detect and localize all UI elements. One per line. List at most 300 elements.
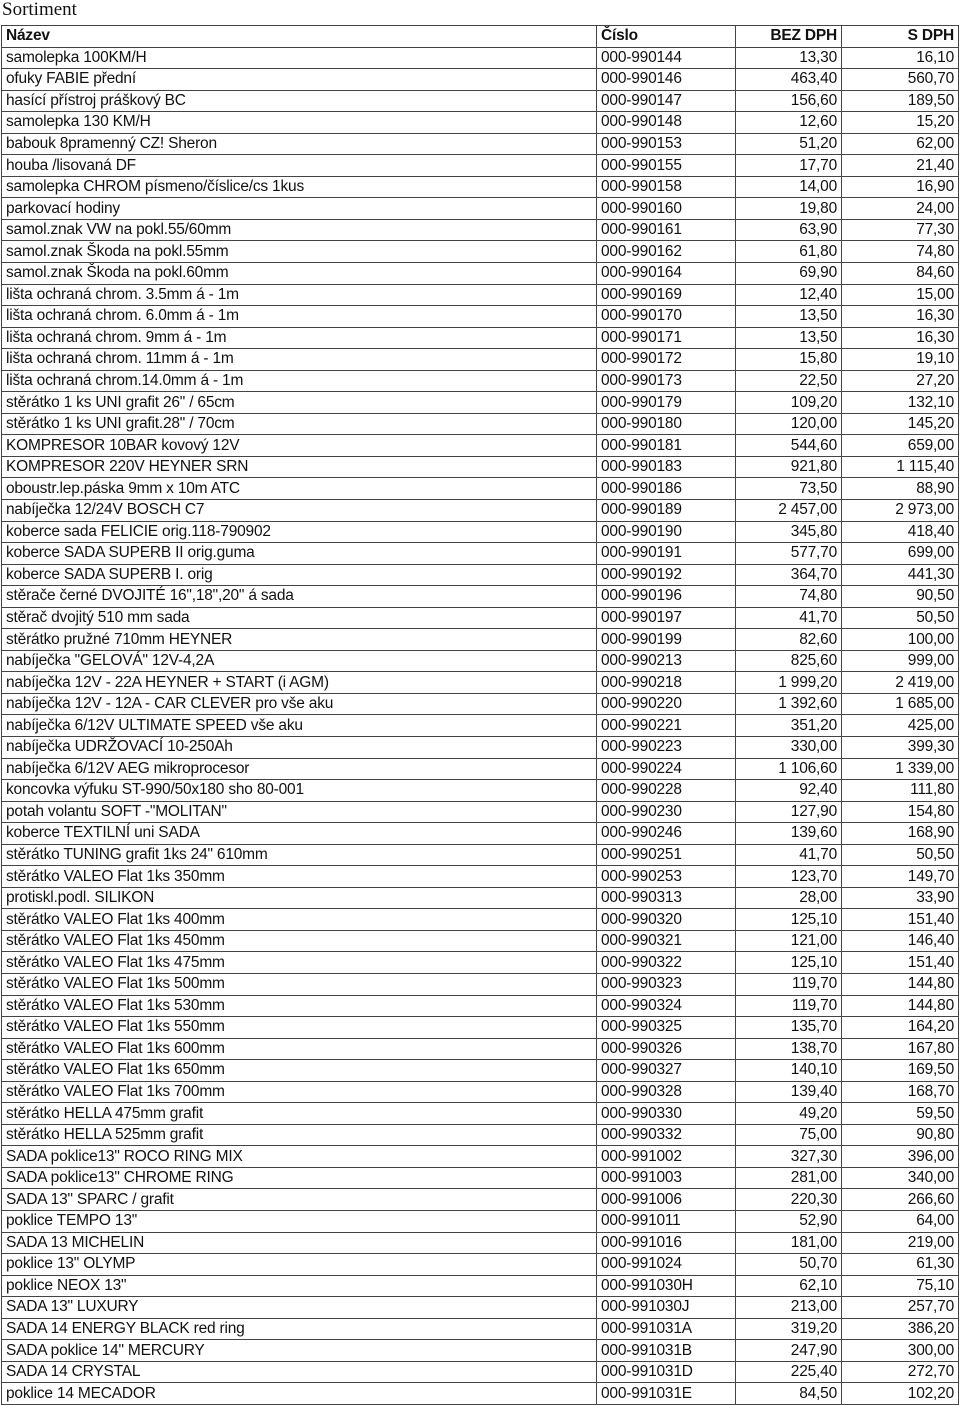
- table-row: [2, 1211, 959, 1233]
- cell-code: 000-990324: [597, 995, 736, 1017]
- table-row: [2, 499, 959, 521]
- cell-gross-price: 132,10: [842, 392, 959, 414]
- cell-name: stěrátko VALEO Flat 1ks 650mm: [2, 1060, 597, 1082]
- cell-gross-price: 16,90: [842, 176, 959, 198]
- cell-code: 000-990161: [597, 219, 736, 241]
- cell-name: nabíječka UDRŽOVACÍ 10-250Ah: [2, 737, 597, 759]
- cell-gross-price: 50,50: [842, 607, 959, 629]
- cell-net-price: 281,00: [736, 1167, 842, 1189]
- cell-net-price: 125,10: [736, 909, 842, 931]
- cell-gross-price: 111,80: [842, 780, 959, 802]
- table-row: [2, 801, 959, 823]
- cell-code: 000-991002: [597, 1146, 736, 1168]
- cell-gross-price: 560,70: [842, 69, 959, 91]
- table-row: [2, 650, 959, 672]
- page-title: Sortiment: [2, 0, 77, 20]
- cell-gross-price: 21,40: [842, 155, 959, 177]
- cell-code: 000-990144: [597, 47, 736, 69]
- cell-code: 000-991031D: [597, 1361, 736, 1383]
- cell-gross-price: 272,70: [842, 1361, 959, 1383]
- cell-gross-price: 257,70: [842, 1297, 959, 1319]
- cell-net-price: 345,80: [736, 521, 842, 543]
- table-row: [2, 1017, 959, 1039]
- cell-gross-price: 75,10: [842, 1275, 959, 1297]
- cell-net-price: 41,70: [736, 607, 842, 629]
- cell-gross-price: 84,60: [842, 262, 959, 284]
- cell-net-price: 156,60: [736, 90, 842, 112]
- table-row: [2, 586, 959, 608]
- cell-gross-price: 168,70: [842, 1081, 959, 1103]
- cell-gross-price: 33,90: [842, 887, 959, 909]
- table-row: [2, 930, 959, 952]
- cell-net-price: 463,40: [736, 69, 842, 91]
- cell-gross-price: 74,80: [842, 241, 959, 263]
- cell-gross-price: 90,50: [842, 586, 959, 608]
- cell-net-price: 181,00: [736, 1232, 842, 1254]
- cell-gross-price: 168,90: [842, 823, 959, 845]
- table-body: [2, 47, 959, 1404]
- cell-name: nabíječka 12/24V BOSCH C7: [2, 499, 597, 521]
- cell-net-price: 82,60: [736, 629, 842, 651]
- table-row: [2, 176, 959, 198]
- cell-gross-price: 396,00: [842, 1146, 959, 1168]
- cell-code: 000-990320: [597, 909, 736, 931]
- header-name: Název: [2, 26, 597, 48]
- cell-gross-price: 399,30: [842, 737, 959, 759]
- cell-code: 000-991024: [597, 1254, 736, 1276]
- cell-code: 000-990181: [597, 435, 736, 457]
- cell-name: stěrátko VALEO Flat 1ks 475mm: [2, 952, 597, 974]
- cell-gross-price: 77,30: [842, 219, 959, 241]
- cell-code: 000-990191: [597, 543, 736, 565]
- cell-code: 000-990171: [597, 327, 736, 349]
- table-header-row: [2, 26, 959, 48]
- cell-code: 000-990147: [597, 90, 736, 112]
- cell-gross-price: 27,20: [842, 370, 959, 392]
- table-row: [2, 47, 959, 69]
- cell-net-price: 92,40: [736, 780, 842, 802]
- cell-net-price: 140,10: [736, 1060, 842, 1082]
- cell-code: 000-990160: [597, 198, 736, 220]
- cell-gross-price: 50,50: [842, 844, 959, 866]
- cell-code: 000-990172: [597, 349, 736, 371]
- cell-gross-price: 146,40: [842, 930, 959, 952]
- cell-net-price: 225,40: [736, 1361, 842, 1383]
- cell-net-price: 75,00: [736, 1124, 842, 1146]
- table-row: [2, 887, 959, 909]
- cell-name: koberce sada FELICIE orig.118-790902: [2, 521, 597, 543]
- cell-code: 000-990224: [597, 758, 736, 780]
- cell-gross-price: 16,10: [842, 47, 959, 69]
- cell-net-price: 577,70: [736, 543, 842, 565]
- cell-gross-price: 219,00: [842, 1232, 959, 1254]
- cell-gross-price: 167,80: [842, 1038, 959, 1060]
- table-row: [2, 758, 959, 780]
- cell-net-price: 51,20: [736, 133, 842, 155]
- cell-code: 000-990322: [597, 952, 736, 974]
- table-row: [2, 1232, 959, 1254]
- product-table: [1, 25, 959, 1405]
- cell-name: hasící přístroj práškový BC: [2, 90, 597, 112]
- cell-name: SADA 13" LUXURY: [2, 1297, 597, 1319]
- cell-code: 000-991031A: [597, 1318, 736, 1340]
- cell-gross-price: 300,00: [842, 1340, 959, 1362]
- cell-net-price: 544,60: [736, 435, 842, 457]
- table-row: [2, 327, 959, 349]
- table-row: [2, 413, 959, 435]
- cell-name: SADA 14 CRYSTAL: [2, 1361, 597, 1383]
- cell-name: stěrátko VALEO Flat 1ks 550mm: [2, 1017, 597, 1039]
- cell-gross-price: 100,00: [842, 629, 959, 651]
- table-row: [2, 392, 959, 414]
- cell-name: stěrátko VALEO Flat 1ks 400mm: [2, 909, 597, 931]
- table-row: [2, 112, 959, 134]
- cell-code: 000-990326: [597, 1038, 736, 1060]
- cell-net-price: 84,50: [736, 1383, 842, 1405]
- cell-net-price: 125,10: [736, 952, 842, 974]
- cell-code: 000-990155: [597, 155, 736, 177]
- cell-code: 000-990164: [597, 262, 736, 284]
- cell-name: stěrače černé DVOJITÉ 16",18",20" á sada: [2, 586, 597, 608]
- cell-net-price: 74,80: [736, 586, 842, 608]
- cell-name: SADA 13 MICHELIN: [2, 1232, 597, 1254]
- cell-net-price: 17,70: [736, 155, 842, 177]
- cell-code: 000-990183: [597, 456, 736, 478]
- cell-code: 000-990153: [597, 133, 736, 155]
- cell-name: koncovka výfuku ST-990/50x180 sho 80-001: [2, 780, 597, 802]
- table-row: [2, 909, 959, 931]
- table-row: [2, 1189, 959, 1211]
- cell-net-price: 119,70: [736, 995, 842, 1017]
- cell-name: nabíječka 12V - 12A - CAR CLEVER pro vše aku: [2, 693, 597, 715]
- cell-name: SADA 14 ENERGY BLACK red ring: [2, 1318, 597, 1340]
- table-row: [2, 1146, 959, 1168]
- cell-net-price: 69,90: [736, 262, 842, 284]
- cell-net-price: 120,00: [736, 413, 842, 435]
- cell-name: koberce TEXTILNÍ uni SADA: [2, 823, 597, 845]
- cell-code: 000-991016: [597, 1232, 736, 1254]
- table-row: [2, 198, 959, 220]
- table-row: [2, 780, 959, 802]
- cell-gross-price: 999,00: [842, 650, 959, 672]
- cell-name: samolepka 130 KM/H: [2, 112, 597, 134]
- header-code: Číslo: [597, 26, 736, 48]
- cell-name: stěrátko VALEO Flat 1ks 700mm: [2, 1081, 597, 1103]
- cell-name: koberce SADA SUPERB I. orig: [2, 564, 597, 586]
- cell-net-price: 73,50: [736, 478, 842, 500]
- table-row: [2, 715, 959, 737]
- cell-code: 000-990173: [597, 370, 736, 392]
- table-row: [2, 866, 959, 888]
- cell-gross-price: 1 685,00: [842, 693, 959, 715]
- cell-name: parkovací hodiny: [2, 198, 597, 220]
- table-row: [2, 155, 959, 177]
- cell-net-price: 119,70: [736, 974, 842, 996]
- cell-net-price: 139,60: [736, 823, 842, 845]
- cell-name: SADA poklice 14" MERCURY: [2, 1340, 597, 1362]
- table-row: [2, 1275, 959, 1297]
- cell-gross-price: 144,80: [842, 995, 959, 1017]
- cell-gross-price: 164,20: [842, 1017, 959, 1039]
- cell-code: 000-991031B: [597, 1340, 736, 1362]
- cell-code: 000-990196: [597, 586, 736, 608]
- cell-net-price: 41,70: [736, 844, 842, 866]
- cell-code: 000-990158: [597, 176, 736, 198]
- table-row: [2, 1167, 959, 1189]
- table-row: [2, 1038, 959, 1060]
- cell-name: nabíječka 6/12V AEG mikroprocesor: [2, 758, 597, 780]
- table-row: [2, 219, 959, 241]
- cell-code: 000-990170: [597, 306, 736, 328]
- cell-code: 000-990246: [597, 823, 736, 845]
- header-net-price: BEZ DPH: [736, 26, 842, 48]
- table-row: [2, 952, 959, 974]
- table-row: [2, 435, 959, 457]
- cell-code: 000-990251: [597, 844, 736, 866]
- cell-net-price: 319,20: [736, 1318, 842, 1340]
- cell-gross-price: 90,80: [842, 1124, 959, 1146]
- table-row: [2, 262, 959, 284]
- cell-net-price: 135,70: [736, 1017, 842, 1039]
- cell-gross-price: 24,00: [842, 198, 959, 220]
- cell-gross-price: 59,50: [842, 1103, 959, 1125]
- cell-gross-price: 62,00: [842, 133, 959, 155]
- cell-code: 000-990192: [597, 564, 736, 586]
- cell-code: 000-991011: [597, 1211, 736, 1233]
- cell-name: KOMPRESOR 220V HEYNER SRN: [2, 456, 597, 478]
- cell-name: lišta ochraná chrom. 11mm á - 1m: [2, 349, 597, 371]
- cell-code: 000-990199: [597, 629, 736, 651]
- cell-gross-price: 425,00: [842, 715, 959, 737]
- cell-gross-price: 154,80: [842, 801, 959, 823]
- cell-name: lišta ochraná chrom. 9mm á - 1m: [2, 327, 597, 349]
- table-row: [2, 737, 959, 759]
- table-row: [2, 543, 959, 565]
- cell-code: 000-991006: [597, 1189, 736, 1211]
- table-row: [2, 90, 959, 112]
- cell-code: 000-991003: [597, 1167, 736, 1189]
- cell-code: 000-990213: [597, 650, 736, 672]
- cell-name: poklice NEOX 13": [2, 1275, 597, 1297]
- cell-net-price: 127,90: [736, 801, 842, 823]
- cell-gross-price: 64,00: [842, 1211, 959, 1233]
- cell-name: poklice TEMPO 13": [2, 1211, 597, 1233]
- cell-code: 000-990325: [597, 1017, 736, 1039]
- cell-name: stěrátko VALEO Flat 1ks 350mm: [2, 866, 597, 888]
- cell-code: 000-990230: [597, 801, 736, 823]
- cell-code: 000-990162: [597, 241, 736, 263]
- cell-gross-price: 386,20: [842, 1318, 959, 1340]
- cell-name: stěrátko HELLA 475mm grafit: [2, 1103, 597, 1125]
- cell-gross-price: 659,00: [842, 435, 959, 457]
- cell-code: 000-990253: [597, 866, 736, 888]
- cell-gross-price: 151,40: [842, 952, 959, 974]
- cell-net-price: 825,60: [736, 650, 842, 672]
- cell-name: lišta ochraná chrom.14.0mm á - 1m: [2, 370, 597, 392]
- cell-code: 000-991030H: [597, 1275, 736, 1297]
- cell-name: stěrátko HELLA 525mm grafit: [2, 1124, 597, 1146]
- cell-gross-price: 2 973,00: [842, 499, 959, 521]
- table-row: [2, 629, 959, 651]
- cell-net-price: 330,00: [736, 737, 842, 759]
- cell-gross-price: 15,00: [842, 284, 959, 306]
- cell-code: 000-990197: [597, 607, 736, 629]
- cell-name: oboustr.lep.páska 9mm x 10m ATC: [2, 478, 597, 500]
- cell-name: stěrátko TUNING grafit 1ks 24" 610mm: [2, 844, 597, 866]
- cell-name: potah volantu SOFT -"MOLITAN": [2, 801, 597, 823]
- cell-gross-price: 102,20: [842, 1383, 959, 1405]
- cell-gross-price: 699,00: [842, 543, 959, 565]
- cell-net-price: 121,00: [736, 930, 842, 952]
- cell-name: houba /lisovaná DF: [2, 155, 597, 177]
- table-row: [2, 1318, 959, 1340]
- cell-code: 000-990189: [597, 499, 736, 521]
- cell-name: stěrátko 1 ks UNI grafit.28" / 70cm: [2, 413, 597, 435]
- cell-net-price: 49,20: [736, 1103, 842, 1125]
- cell-net-price: 63,90: [736, 219, 842, 241]
- cell-net-price: 1 999,20: [736, 672, 842, 694]
- cell-net-price: 52,90: [736, 1211, 842, 1233]
- table-row: [2, 284, 959, 306]
- cell-net-price: 2 457,00: [736, 499, 842, 521]
- cell-net-price: 138,70: [736, 1038, 842, 1060]
- cell-gross-price: 61,30: [842, 1254, 959, 1276]
- table-row: [2, 478, 959, 500]
- cell-name: samol.znak VW na pokl.55/60mm: [2, 219, 597, 241]
- table-row: [2, 370, 959, 392]
- cell-gross-price: 151,40: [842, 909, 959, 931]
- cell-code: 000-990332: [597, 1124, 736, 1146]
- table-row: [2, 1103, 959, 1125]
- cell-name: stěrač dvojitý 510 mm sada: [2, 607, 597, 629]
- cell-net-price: 139,40: [736, 1081, 842, 1103]
- cell-name: samolepka CHROM písmeno/číslice/cs 1kus: [2, 176, 597, 198]
- cell-net-price: 13,30: [736, 47, 842, 69]
- cell-code: 000-990186: [597, 478, 736, 500]
- cell-gross-price: 418,40: [842, 521, 959, 543]
- table-row: [2, 607, 959, 629]
- cell-name: nabíječka 6/12V ULTIMATE SPEED vše aku: [2, 715, 597, 737]
- cell-name: ofuky FABIE přední: [2, 69, 597, 91]
- cell-name: stěrátko 1 ks UNI grafit 26" / 65cm: [2, 392, 597, 414]
- cell-name: lišta ochraná chrom. 6.0mm á - 1m: [2, 306, 597, 328]
- cell-name: KOMPRESOR 10BAR kovový 12V: [2, 435, 597, 457]
- cell-gross-price: 16,30: [842, 306, 959, 328]
- cell-net-price: 14,00: [736, 176, 842, 198]
- cell-net-price: 61,80: [736, 241, 842, 263]
- cell-name: protiskl.podl. SILIKON: [2, 887, 597, 909]
- cell-gross-price: 2 419,00: [842, 672, 959, 694]
- cell-code: 000-990313: [597, 887, 736, 909]
- cell-net-price: 1 106,60: [736, 758, 842, 780]
- cell-net-price: 13,50: [736, 327, 842, 349]
- table-row: [2, 974, 959, 996]
- cell-name: nabíječka "GELOVÁ" 12V-4,2A: [2, 650, 597, 672]
- cell-net-price: 22,50: [736, 370, 842, 392]
- table-row: [2, 1124, 959, 1146]
- cell-net-price: 351,20: [736, 715, 842, 737]
- cell-gross-price: 340,00: [842, 1167, 959, 1189]
- cell-code: 000-990323: [597, 974, 736, 996]
- cell-net-price: 12,60: [736, 112, 842, 134]
- cell-code: 000-990169: [597, 284, 736, 306]
- cell-code: 000-990148: [597, 112, 736, 134]
- table-row: [2, 823, 959, 845]
- table-row: [2, 1297, 959, 1319]
- cell-name: SADA poklice13" CHROME RING: [2, 1167, 597, 1189]
- table-row: [2, 1361, 959, 1383]
- cell-net-price: 220,30: [736, 1189, 842, 1211]
- cell-name: poklice 14 MECADOR: [2, 1383, 597, 1405]
- table-row: [2, 69, 959, 91]
- table-row: [2, 844, 959, 866]
- cell-code: 000-991030J: [597, 1297, 736, 1319]
- cell-net-price: 213,00: [736, 1297, 842, 1319]
- cell-code: 000-990220: [597, 693, 736, 715]
- cell-gross-price: 145,20: [842, 413, 959, 435]
- table-row: [2, 1060, 959, 1082]
- cell-code: 000-990223: [597, 737, 736, 759]
- table-row: [2, 241, 959, 263]
- table-row: [2, 133, 959, 155]
- cell-name: babouk 8pramenný CZ! Sheron: [2, 133, 597, 155]
- table-row: [2, 521, 959, 543]
- cell-net-price: 364,70: [736, 564, 842, 586]
- cell-name: stěrátko VALEO Flat 1ks 600mm: [2, 1038, 597, 1060]
- cell-net-price: 19,80: [736, 198, 842, 220]
- cell-name: samol.znak Škoda na pokl.60mm: [2, 262, 597, 284]
- cell-net-price: 28,00: [736, 887, 842, 909]
- cell-name: stěrátko pružné 710mm HEYNER: [2, 629, 597, 651]
- cell-code: 000-990179: [597, 392, 736, 414]
- cell-gross-price: 88,90: [842, 478, 959, 500]
- table-row: [2, 456, 959, 478]
- cell-code: 000-990146: [597, 69, 736, 91]
- cell-net-price: 247,90: [736, 1340, 842, 1362]
- cell-name: stěrátko VALEO Flat 1ks 530mm: [2, 995, 597, 1017]
- cell-name: koberce SADA SUPERB II orig.guma: [2, 543, 597, 565]
- cell-net-price: 1 392,60: [736, 693, 842, 715]
- cell-code: 000-990190: [597, 521, 736, 543]
- cell-gross-price: 169,50: [842, 1060, 959, 1082]
- cell-code: 000-990328: [597, 1081, 736, 1103]
- cell-name: stěrátko VALEO Flat 1ks 450mm: [2, 930, 597, 952]
- cell-gross-price: 1 339,00: [842, 758, 959, 780]
- cell-gross-price: 144,80: [842, 974, 959, 996]
- table-row: [2, 995, 959, 1017]
- cell-net-price: 62,10: [736, 1275, 842, 1297]
- table-row: [2, 1383, 959, 1405]
- cell-name: stěrátko VALEO Flat 1ks 500mm: [2, 974, 597, 996]
- cell-gross-price: 15,20: [842, 112, 959, 134]
- table-row: [2, 306, 959, 328]
- cell-code: 000-990330: [597, 1103, 736, 1125]
- cell-code: 000-990321: [597, 930, 736, 952]
- cell-name: SADA poklice13" ROCO RING MIX: [2, 1146, 597, 1168]
- table-row: [2, 1340, 959, 1362]
- cell-net-price: 327,30: [736, 1146, 842, 1168]
- cell-net-price: 12,40: [736, 284, 842, 306]
- header-gross-price: S DPH: [842, 26, 959, 48]
- cell-code: 000-990221: [597, 715, 736, 737]
- cell-name: samolepka 100KM/H: [2, 47, 597, 69]
- cell-net-price: 15,80: [736, 349, 842, 371]
- cell-code: 000-990228: [597, 780, 736, 802]
- cell-gross-price: 441,30: [842, 564, 959, 586]
- cell-name: poklice 13" OLYMP: [2, 1254, 597, 1276]
- table-row: [2, 349, 959, 371]
- table-row: [2, 564, 959, 586]
